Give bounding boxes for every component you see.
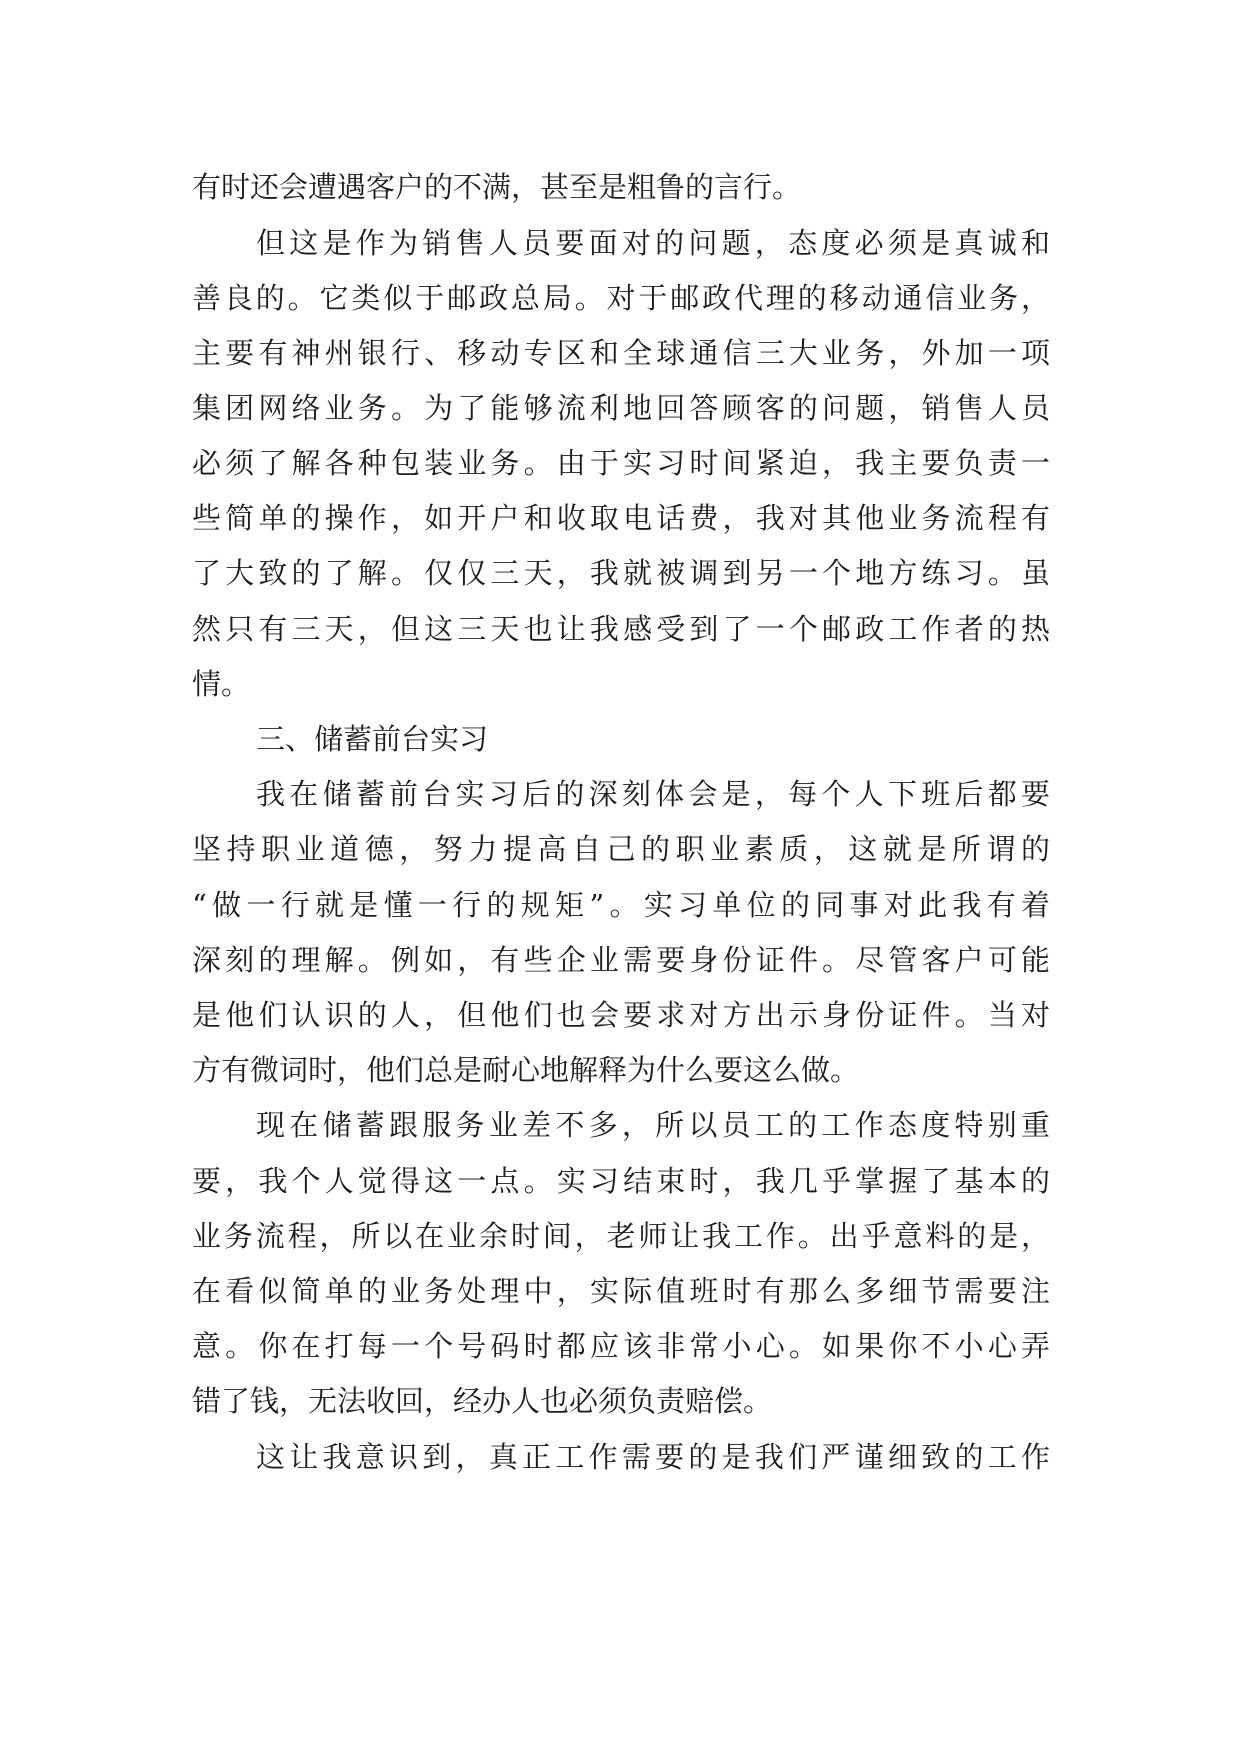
- text-line: 业务流程，所以在业余时间，老师让我工作。出乎意料的是，: [192, 1219, 1050, 1253]
- text-line: 方有微词时，他们总是耐心地解释为什么要这么做。: [192, 1053, 860, 1087]
- paragraph-first-line: 我在储蓄前台实习后的深刻体会是，每个人下班后都要: [256, 777, 1050, 811]
- paragraph-first-line: 但这是作为销售人员要面对的问题，态度必须是真诚和: [256, 226, 1050, 260]
- text-line: 在看似简单的业务处理中，实际值班时有那么多细节需要注: [192, 1274, 1050, 1308]
- text-line: 情。: [192, 667, 251, 701]
- text-line: 坚持职业道德，努力提高自己的职业素质，这就是所谓的: [192, 832, 1050, 866]
- text-line: 深刻的理解。例如，有些企业需要身份证件。尽管客户可能: [192, 943, 1050, 977]
- text-line: 了大致的了解。仅仅三天，我就被调到另一个地方练习。虽: [192, 556, 1050, 590]
- text-line: 主要有神州银行、移动专区和全球通信三大业务，外加一项: [192, 336, 1050, 370]
- text-line: 意。你在打每一个号码时都应该非常小心。如果你不小心弄: [192, 1329, 1050, 1363]
- text-line: “做一行就是懂一行的规矩”。实习单位的同事对此我有着: [192, 888, 1050, 922]
- text-line: 是他们认识的人，但他们也会要求对方出示身份证件。当对: [192, 998, 1050, 1032]
- paragraph-first-line: 现在储蓄跟服务业差不多，所以员工的工作态度特别重: [256, 1108, 1050, 1142]
- text-line: 有时还会遭遇客户的不满，甚至是粗鲁的言行。: [192, 170, 802, 204]
- text-line: 些简单的操作，如开户和收取电话费，我对其他业务流程有: [192, 501, 1050, 535]
- text-line: 错了钱，无法收回，经办人也必须负责赔偿。: [192, 1384, 773, 1418]
- text-line: 集团网络业务。为了能够流利地回答顾客的问题，销售人员: [192, 391, 1050, 425]
- text-line: 善良的。它类似于邮政总局。对于邮政代理的移动通信业务，: [192, 281, 1050, 315]
- text-line: 要，我个人觉得这一点。实习结束时，我几乎掌握了基本的: [192, 1164, 1050, 1198]
- text-line: 必须了解各种包装业务。由于实习时间紧迫，我主要负责一: [192, 446, 1050, 480]
- text-line: 然只有三天，但这三天也让我感受到了一个邮政工作者的热: [192, 612, 1050, 646]
- paragraph-first-line: 这让我意识到，真正工作需要的是我们严谨细致的工作: [256, 1440, 1050, 1474]
- section-heading: 三、储蓄前台实习: [256, 722, 489, 756]
